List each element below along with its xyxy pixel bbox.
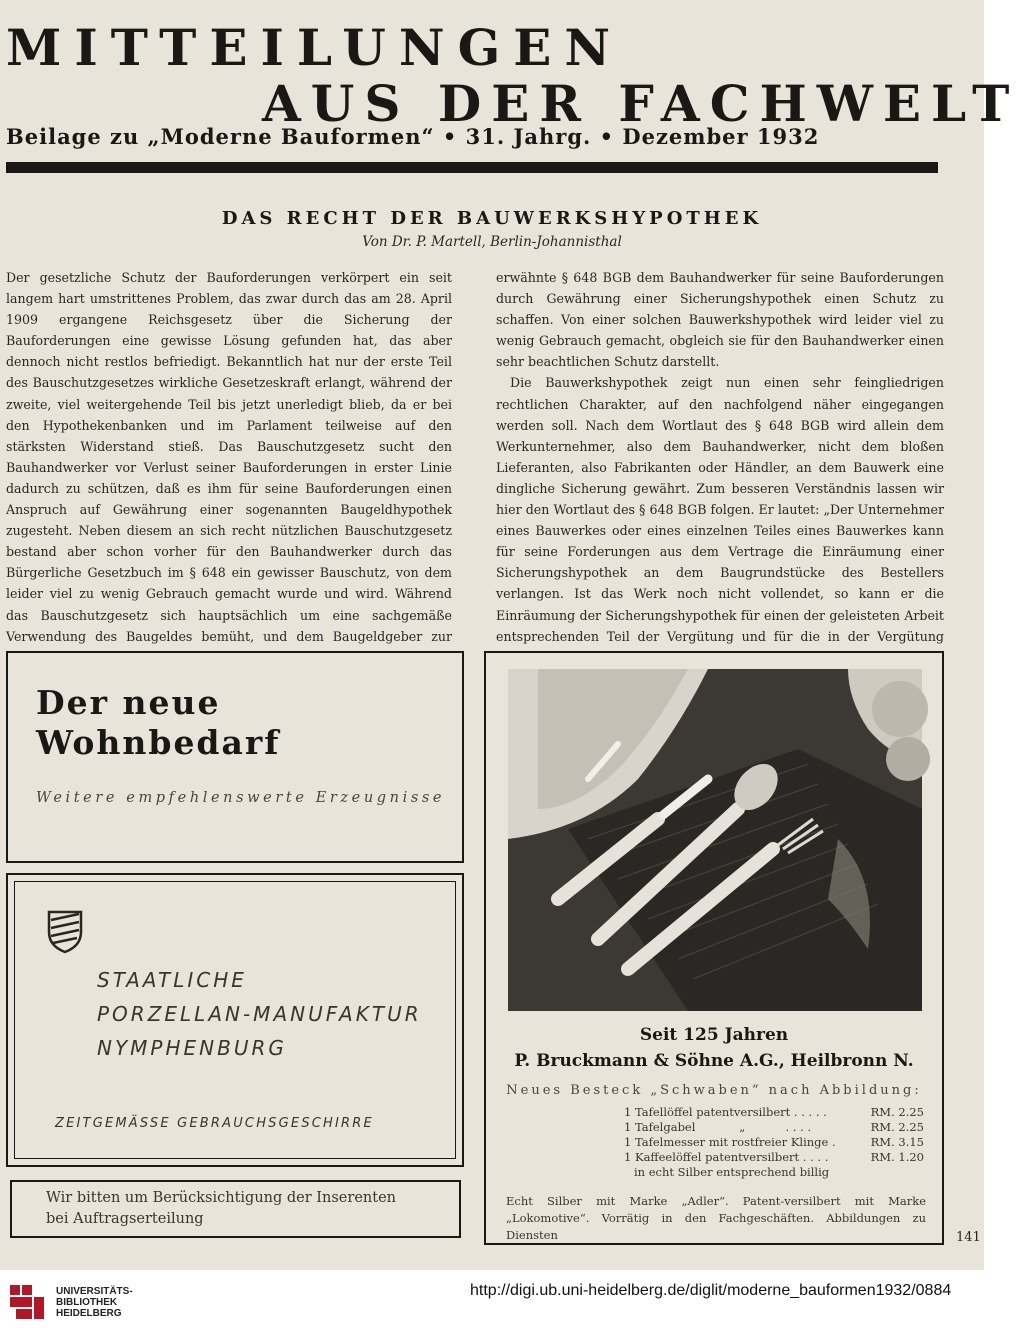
price-list [624,1105,924,1180]
ad-bruckmann-heading-2: P. Bruckmann & Söhne A.G., Heilbronn N. [514,1051,914,1071]
article-title: DAS RECHT DER BAUWERKSHYPOTHEK [221,208,763,229]
ad-wohnbedarf-subtitle: Weitere empfehlenswerte Erzeugnisse [36,790,446,806]
ad-bruckmann [484,651,944,1245]
page-number: 141 [956,1230,981,1245]
masthead-rule [6,162,938,173]
cutlery-illustration [508,669,922,1011]
article-column-1 [6,267,452,647]
item-description: 1 Kaffeelöffel patentversilbert . . . . [624,1150,829,1164]
library-name [56,1286,133,1319]
ad-nymphenburg-line1: STAATLICHE [97,968,247,992]
item-description: 1 Tafellöffel patentversilbert . . . . . [624,1105,827,1119]
article-paragraph: erwähnte § 648 BGB dem Bauhandwerker für seine Bauforderungen durch Gewährung einer Sicherungshypothek einen Schutz zu schaffen. Von einer solchen Bauwerkshypothek wird leider viel zu wenig Gebrauch gemacht, obgleich sie für den Bauhandwerker einen sehr beachtlichen Schutz darstellt. [496,270,944,370]
item-price: RM. 2.25 [870,1120,924,1134]
advertiser-notice-line2: bei Auftragserteilung [46,1211,204,1227]
item-price: RM. 2.25 [870,1105,924,1119]
article-paragraph: Der gesetzliche Schutz der Bauforderungen verkörpert ein seit langem hart umstrittenes Problem, das zwar durch das am 28. April 1909 ergangene Reichsgesetz über die Sicherung der Bauforderungen eine gewisse Lösung gefunden hat, das aber dennoch nicht restlos befriedigt. Bekanntlich hat nur der erste Teil des Bauschutzgesetzes wirkliche Gesetzeskraft erlangt, während der zweite, viel weitergehende Teil bis jetzt unerledigt blieb, da er bei den Hypothekenbanken und im Parlament teilweise auf den stärksten Widerstand stieß. Das Bauschutzgesetz sucht den Bauhandwerker vor Verlust seiner Bauforderungen in erster Linie dadurch zu schützen, daß es ihm für seine Bauforderungen einen Anspruch auf Gewährung einer sogenannten Baugeldhypothek zugesteht. Neben diesem an sich recht nützlichen Bauschutzgesetz bestand aber schon vorher für den Bauhandwerker durch das Bürgerliche Gesetzbuch im § 648 ein gewisser Bauschutz, von dem leider viel zu wenig Gebrauch gemacht wurde und wird. Während das Bauschutzgesetz sich hauptsächlich um eine sachgemäße Verwendung des Baugeldes bemüht, und dem Baugeldgeber zur [6,270,452,644]
library-name-line3: HEIDELBERG [56,1308,122,1319]
ad-nymphenburg-frame [14,881,456,1159]
masthead-line-2: AUS DER FACHWELT [262,74,1019,133]
article-paragraph: Die Bauwerkshypothek zeigt nun einen sehr feingliedrigen rechtlichen Charakter, auf den nachfolgend näher eingegangen werden soll. Nach dem Wortlaut des § 648 BGB wird allein dem Werkunternehmer, also dem Bauhandwerker, nicht dem bloßen Lieferanten, also Fabrikanten oder Händler, an dem Bauwerk eine dingliche Sicherung gewährt. Zum besseren Verständnis lassen wir hier den Wortlaut des § 648 BGB folgen. Er lautet: „Der Unternehmer eines Bauwerkes oder eines einzelnen Teiles eines Bauwerkes kann für seine Forderungen aus dem Vertrage die Einräumung einer Sicherungshypothek an dem Baugrundstücke des Bestellers verlangen. Ist das Werk noch nicht vollendet, so kann er die Einräumung der Sicherungshypothek für einen der geleisteten Arbeit entsprechenden Teil der Vergütung und für die in der Vergütung [496,375,944,644]
article-column-2 [496,267,944,647]
ad-wohnbedarf-line2: Wohnbedarf [36,723,281,762]
ad-wohnbedarf-heading [36,683,280,763]
library-name-line1: UNIVERSITÄTS- [56,1286,133,1297]
ad-bruckmann-subtitle: Neues Besteck „Schwaben“ nach Abbildung: [506,1083,922,1098]
price-list-row [624,1135,924,1150]
coat-of-arms-icon [45,908,85,954]
ad-nymphenburg-tagline: ZEITGEMÄSSE GEBRAUCHSGESCHIRRE [55,1116,374,1131]
item-price: RM. 3.15 [870,1135,924,1149]
ad-wohnbedarf [6,651,464,863]
cutlery-photo [508,669,922,1011]
ad-wohnbedarf-line1: Der neue [36,683,221,722]
ad-nymphenburg-line3: NYMPHENBURG [97,1036,287,1060]
silver-note-row [624,1165,924,1180]
ad-nymphenburg-line2: PORZELLAN-MANUFAKTUR [97,1002,422,1026]
ad-nymphenburg [6,873,464,1167]
item-description: 1 Tafelmesser mit rostfreier Klinge . [624,1135,836,1149]
advertiser-notice-line1: Wir bitten um Berücksichtigung der Inserenten [46,1190,396,1206]
advertiser-notice [10,1180,461,1238]
library-logo-icon [10,1281,48,1325]
masthead-line-1: MITTEILUNGEN [6,18,624,77]
price-list-row [624,1150,924,1165]
masthead-subtitle: Beilage zu „Moderne Bauformen“ • 31. Jahrg. • Dezember 1932 [6,124,820,149]
ad-bruckmann-footnote: Echt Silber mit Marke „Adler“. Patent-versilbert mit Marke „Lokomotive“. Vorrätig in den Fachgeschäften. Abbildungen zu Diensten [506,1194,926,1242]
ad-bruckmann-heading-1: Seit 125 Jahren [639,1025,789,1045]
price-list-row [624,1120,924,1135]
library-name-line2: BIBLIOTHEK [56,1297,118,1308]
library-footer [0,1270,984,1340]
source-url-link[interactable]: http://digi.ub.uni-heidelberg.de/diglit/moderne_bauformen1932/0884 [470,1282,952,1299]
item-price: RM. 1.20 [870,1150,924,1164]
silver-note: in echt Silber entsprechend billig [634,1165,830,1179]
article-author: Von Dr. P. Martell, Berlin-Johannisthal [362,234,622,250]
item-description: 1 Tafelgabel „ . . . . [624,1120,812,1134]
price-list-row [624,1105,924,1120]
